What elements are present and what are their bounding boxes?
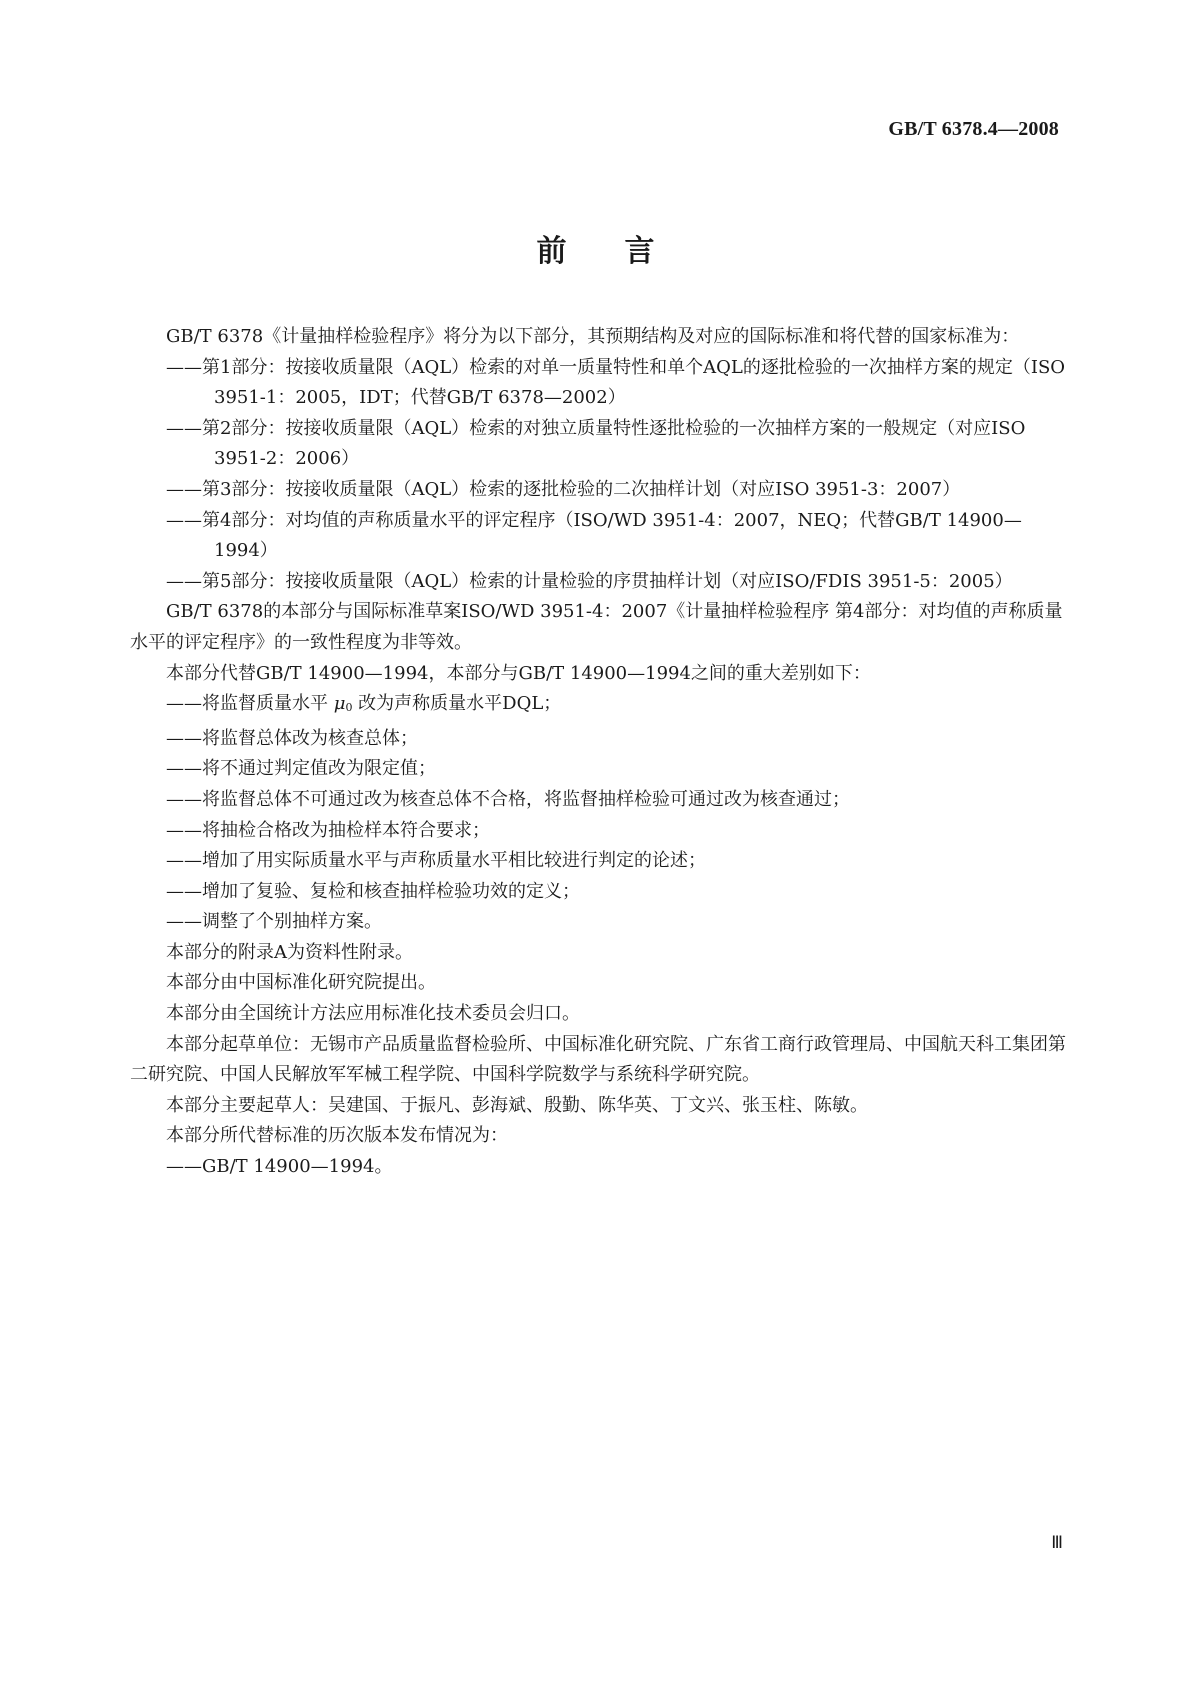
change-item-3: ——将不通过判定值改为限定值； xyxy=(166,758,436,780)
committee-statement: 本部分由全国统计方法应用标准化技术委员会归口。 xyxy=(166,1003,580,1025)
part-item-3: ——第3部分：按接收质量限（AQL）检索的逐批检验的二次抽样计划（对应ISO 3951-3：2007） xyxy=(166,478,961,500)
drafters-statement: 本部分主要起草人：吴建国、于振凡、彭海斌、殷勤、陈华英、丁文兴、张玉柱、陈敏。 xyxy=(166,1094,868,1116)
part-item-1: ——第1部分：按接收质量限（AQL）检索的对单一质量特性和单个AQL的逐批检验的一次抽样方案的规定（ISO 3951-1：2005，IDT；代替GB/T 6378—2002） xyxy=(166,356,1066,409)
change-item-8: ——调整了个别抽样方案。 xyxy=(166,911,382,933)
part-item-5: ——第5部分：按接收质量限（AQL）检索的计量检验的序贯抽样计划（对应ISO/FDIS 3951-5：2005） xyxy=(166,570,1013,592)
drafting-units-statement: 本部分起草单位：无锡市产品质量监督检验所、中国标准化研究院、广东省工商行政管理局、中国航天科工集团第二研究院、中国人民解放军军械工程学院、中国科学院数学与系统科学研究院。 xyxy=(130,1033,1066,1086)
change-item-7: ——增加了复验、复检和核查抽样检验功效的定义； xyxy=(166,880,580,902)
page-title: 前言 xyxy=(536,234,713,269)
change-item-5: ——将抽检合格改为抽检样本符合要求； xyxy=(166,819,490,841)
change-item-1 xyxy=(130,689,1066,724)
proposer-statement: 本部分由中国标准化研究院提出。 xyxy=(166,972,436,994)
change-item-2: ——将监督总体改为核查总体； xyxy=(166,727,418,749)
part-item-4: ——第4部分：对均值的声称质量水平的评定程序（ISO/WD 3951-4：2007，NEQ；代替GB/T 14900—1994） xyxy=(166,509,1022,562)
history-item: ——GB/T 14900—1994。 xyxy=(166,1156,393,1178)
mu-subscript: 0 xyxy=(345,701,353,715)
page-number: Ⅲ xyxy=(1051,1533,1063,1552)
relation-paragraph: GB/T 6378的本部分与国际标准草案ISO/WD 3951-4：2007《计量抽样检验程序 第4部分：对均值的声称质量水平的评定程序》的一致性程度为非等效。 xyxy=(130,601,1063,653)
intro-paragraph: GB/T 6378《计量抽样检验程序》将分为以下部分，其预期结构及对应的国际标准和将代替的国家标准为： xyxy=(166,326,1020,347)
appendix-statement: 本部分的附录A为资料性附录。 xyxy=(166,941,413,963)
change-item-4: ——将监督总体不可通过改为核查总体不合格，将监督抽样检验可通过改为核查通过； xyxy=(166,788,850,810)
part-item-2: ——第2部分：按接收质量限（AQL）检索的对独立质量特性逐批检验的一次抽样方案的一般规定（对应ISO 3951-2：2006） xyxy=(166,417,1026,470)
standard-code-header: GB/T 6378.4—2008 xyxy=(888,118,1059,140)
mu-symbol: μ xyxy=(333,693,346,715)
change-item-6: ——增加了用实际质量水平与声称质量水平相比较进行判定的论述； xyxy=(166,850,706,872)
change-item-1-before: ——将监督质量水平 xyxy=(166,693,334,715)
history-statement: 本部分所代替标准的历次版本发布情况为： xyxy=(166,1125,508,1147)
change-item-1-after: 改为声称质量水平DQL； xyxy=(352,693,562,715)
replaces-paragraph: 本部分代替GB/T 14900—1994，本部分与GB/T 14900—1994之间的重大差别如下： xyxy=(166,662,871,684)
document-body xyxy=(130,322,1066,1183)
